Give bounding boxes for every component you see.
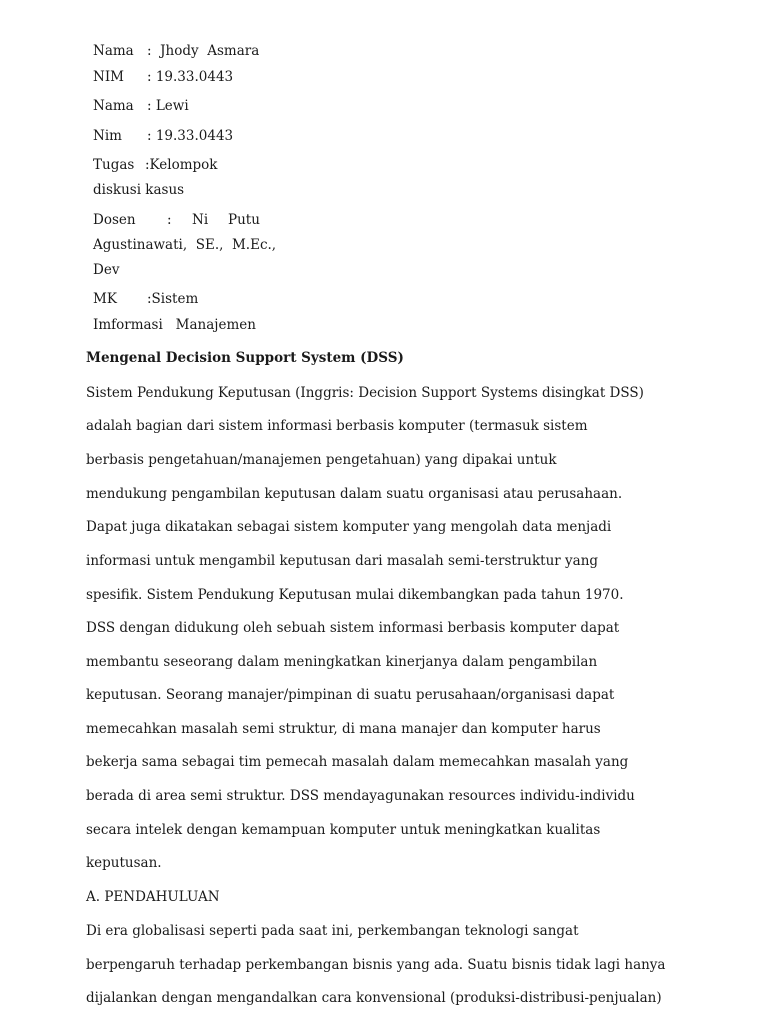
paragraph-line: berpengaruh terhadap perkembangan bisnis yang ada. Suatu bisnis tidak lagi hanya xyxy=(86,957,666,973)
paragraph-line: berbasis pengetahuan/manajemen pengetahuan) yang dipakai untuk xyxy=(86,452,557,468)
nim1-value: : 19.33.0443 xyxy=(147,69,234,85)
nama2-label: Nama xyxy=(93,98,134,114)
tugas-value: :Kelompok xyxy=(145,157,218,173)
nim2-value: : 19.33.0443 xyxy=(147,128,234,144)
nama2-value: : Lewi xyxy=(147,98,189,114)
mk-value: :Sistem xyxy=(147,291,199,307)
nama1-label: Nama xyxy=(93,43,134,59)
dosen-continuation-1: Agustinawati, SE., M.Ec., xyxy=(93,237,277,253)
paragraph-line: berada di area semi struktur. DSS mendayagunakan resources individu-individu xyxy=(86,788,635,804)
paragraph-line: adalah bagian dari sistem informasi berbasis komputer (termasuk sistem xyxy=(86,418,588,434)
nim1-label: NIM xyxy=(93,69,124,85)
paragraph-line: keputusan. Seorang manajer/pimpinan di suatu perusahaan/organisasi dapat xyxy=(86,687,615,703)
paragraph-line: DSS dengan didukung oleh sebuah sistem informasi berbasis komputer dapat xyxy=(86,620,620,636)
dosen-label: Dosen xyxy=(93,212,136,228)
paragraph-line: memecahkan masalah semi struktur, di mana manajer dan komputer harus xyxy=(86,721,601,737)
nim2-label: Nim xyxy=(93,128,122,144)
nama1-value: : Jhody Asmara xyxy=(147,43,260,59)
tugas-continuation: diskusi kasus xyxy=(93,182,185,198)
dosen-continuation-2: Dev xyxy=(93,262,120,278)
paragraph-line: informasi untuk mengambil keputusan dari masalah semi-terstruktur yang xyxy=(86,553,599,569)
paragraph-line: bekerja sama sebagai tim pemecah masalah dalam memecahkan masalah yang xyxy=(86,754,629,770)
section-heading-pendahuluan: A. PENDAHULUAN xyxy=(86,889,220,905)
tugas-label: Tugas xyxy=(93,157,135,173)
dosen-first-name: Ni xyxy=(192,212,209,228)
paragraph-line: mendukung pengambilan keputusan dalam suatu organisasi atau perusahaan. xyxy=(86,486,623,502)
mk-continuation: Imformasi Manajemen xyxy=(93,317,256,333)
paragraph-line: Sistem Pendukung Keputusan (Inggris: Decision Support Systems disingkat DSS) xyxy=(86,385,644,401)
paragraph-line: dijalankan dengan mengandalkan cara konvensional (produksi-distribusi-penjualan) xyxy=(86,990,662,1006)
paragraph-line: Dapat juga dikatakan sebagai sistem komputer yang mengolah data menjadi xyxy=(86,519,612,535)
dosen-colon: : xyxy=(167,212,172,228)
paragraph-line: membantu seseorang dalam meningkatkan kinerjanya dalam pengambilan xyxy=(86,654,598,670)
paragraph-line: secara intelek dengan kemampuan komputer untuk meningkatkan kualitas xyxy=(86,822,601,838)
paragraph-line: Di era globalisasi seperti pada saat ini, perkembangan teknologi sangat xyxy=(86,923,579,939)
document-title: Mengenal Decision Support System (DSS) xyxy=(86,350,404,366)
dosen-middle-name: Putu xyxy=(228,212,260,228)
mk-label: MK xyxy=(93,291,117,307)
paragraph-line: keputusan. xyxy=(86,855,162,871)
paragraph-line: spesifik. Sistem Pendukung Keputusan mulai dikembangkan pada tahun 1970. xyxy=(86,587,624,603)
